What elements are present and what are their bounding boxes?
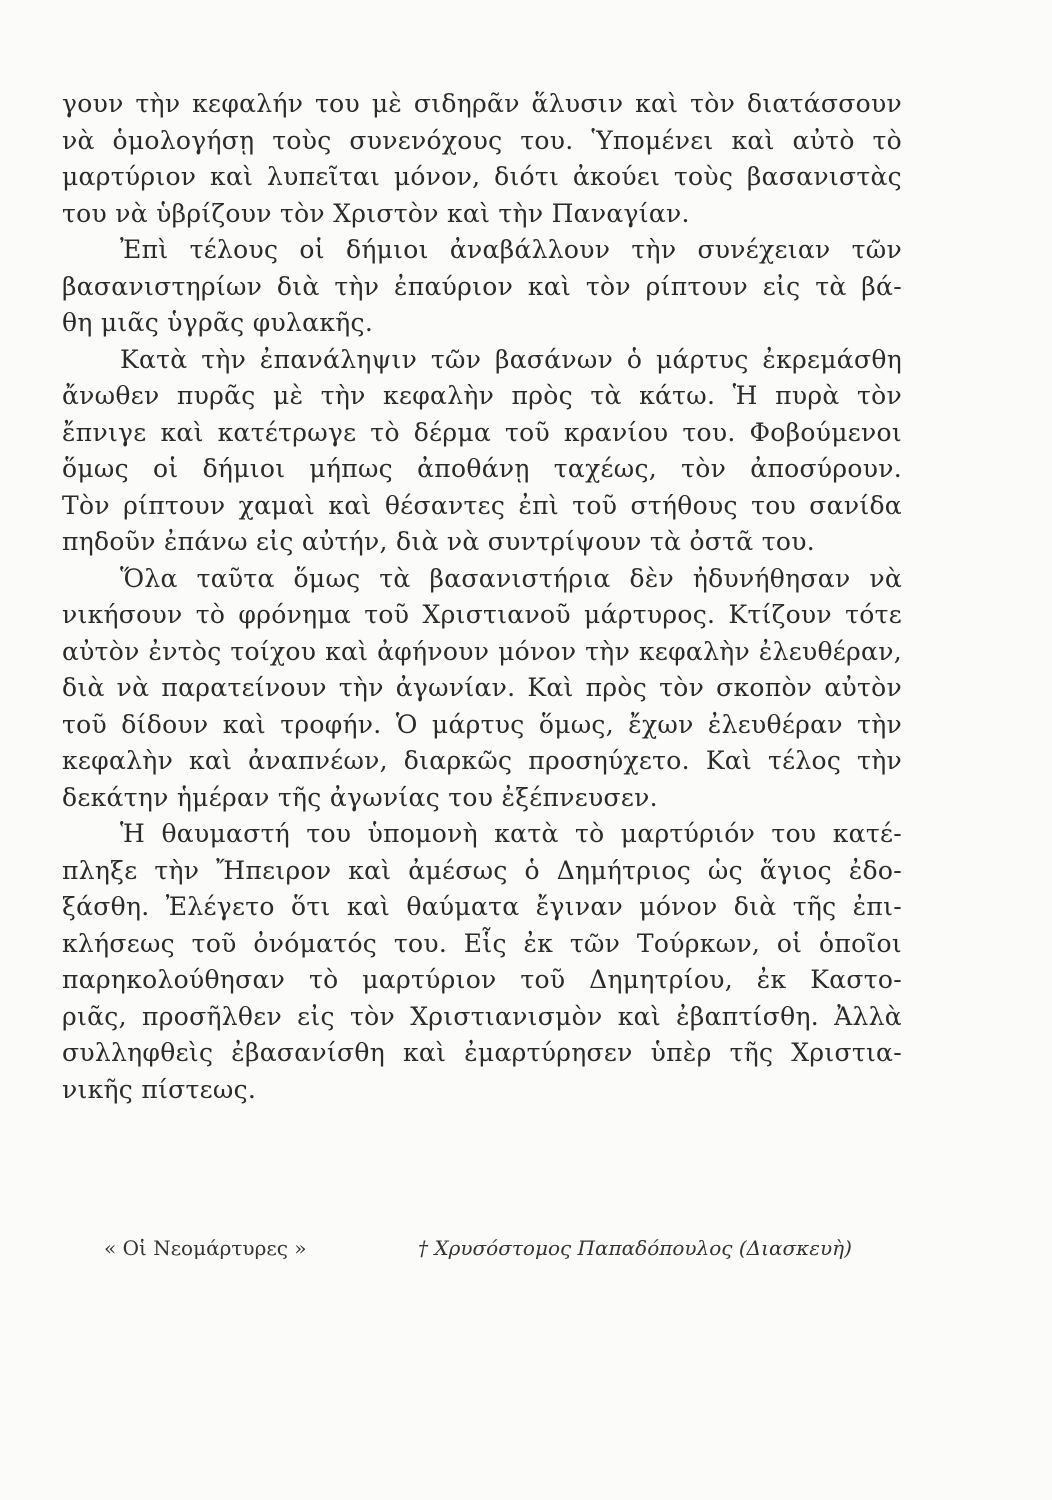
paragraph-start-line: Ὅλα ταῦτα ὅμως τὰ βασανιστήρια δὲν ἠδυνήθησαν νὰ [120, 563, 902, 593]
text-line: ριᾶς, προσῆλθεν εἰς τὸν Χριστιανισμὸν καὶ ἐβαπτίσθη. Ἀλλὰ [62, 1001, 902, 1031]
text-line: του νὰ ὑβρίζουν τὸν Χριστὸν καὶ τὴν Παναγίαν. [62, 198, 690, 228]
text-line: ὅμως οἱ δήμιοι μήπως ἀποθάνῃ ταχέως, τὸν ἀποσύρουν. [62, 454, 902, 483]
paragraph-start-line: Ἡ θαυμαστή του ὑπομονὴ κατὰ τὸ μαρτύριόν του κατέ- [120, 819, 902, 848]
text-line: ξάσθη. Ἐλέγετο ὅτι καὶ θαύματα ἔγιναν μόνον διὰ τῆς ἐπι- [62, 892, 902, 921]
text-line: δεκάτην ἡμέραν τῆς ἀγωνίας του ἐξέπνευσεν. [62, 782, 658, 812]
body-text [62, 86, 902, 1108]
text-line: μαρτύριον καὶ λυπεῖται μόνον, διότι ἀκούει τοὺς βασανιστὰς [62, 162, 902, 191]
text-line: κεφαλὴν καὶ ἀναπνέων, διαρκῶς προσηύχετο. Καὶ τέλος τὴν [62, 746, 902, 775]
text-line: πηδοῦν ἐπάνω εἰς αὐτήν, διὰ νὰ συντρίψουν τὰ ὀστᾶ του. [62, 527, 815, 556]
text-line: τοῦ δίδουν καὶ τροφήν. Ὁ μάρτυς ὅμως, ἔχων ἐλευθέραν τὴν [62, 709, 902, 739]
text-line: Τὸν ρίπτουν χαμαὶ καὶ θέσαντες ἐπὶ τοῦ στήθους του σανίδα [62, 490, 902, 520]
text-line: πληξε τὴν Ἤπειρον καὶ ἀμέσως ὁ Δημήτριος ὡς ἅγιος ἐδο- [62, 855, 902, 885]
text-line: ἔπνιγε καὶ κατέτρωγε τὸ δέρμα τοῦ κρανίου του. Φοβούμενοι [62, 417, 902, 447]
source-title: « Οἱ Νεομάρτυρες » [104, 1236, 307, 1260]
text-line: νὰ ὁμολογήσῃ τοὺς συνενόχους του. Ὑπομένει καὶ αὐτὸ τὸ [62, 125, 902, 155]
text-line: παρηκολούθησαν τὸ μαρτύριον τοῦ Δημητρίου, ἐκ Καστο- [62, 965, 902, 994]
text-line: νικῆς πίστεως. [62, 1074, 257, 1104]
text-line: κλήσεως τοῦ ὀνόματός του. Εἷς ἐκ τῶν Τούρκων, οἱ ὁποῖοι [62, 928, 902, 958]
text-line: ἄνωθεν πυρᾶς μὲ τὴν κεφαλὴν πρὸς τὰ κάτω. Ἡ πυρὰ τὸν [62, 381, 902, 410]
author-credit: † Χρυσόστομος Παπαδόπουλος (Διασκευὴ) [418, 1236, 852, 1260]
text-line: βασανιστηρίων διὰ τὴν ἐπαύριον καὶ τὸν ρίπτουν εἰς τὰ βά- [62, 271, 902, 301]
paragraph-start-line: Κατὰ τὴν ἐπανάληψιν τῶν βασάνων ὁ μάρτυς ἐκρεμάσθη [120, 344, 902, 374]
text-line: συλληφθεὶς ἐβασανίσθη καὶ ἐμαρτύρησεν ὑπὲρ τῆς Χριστια- [62, 1038, 902, 1067]
text-line: αὐτὸν ἐντὸς τοίχου καὶ ἀφήνουν μόνον τὴν κεφαλὴν ἐλευθέραν, [62, 636, 902, 666]
text-line: γουν τὴν κεφαλήν του μὲ σιδηρᾶν ἅλυσιν καὶ τὸν διατάσσουν [62, 89, 902, 118]
text-line: διὰ νὰ παρατείνουν τὴν ἀγωνίαν. Καὶ πρὸς τὸν σκοπὸν αὐτὸν [62, 673, 902, 702]
paragraph-start-line: Ἐπὶ τέλους οἱ δήμιοι ἀναβάλλουν τὴν συνέχειαν τῶν [120, 235, 902, 264]
text-line: νικήσουν τὸ φρόνημα τοῦ Χριστιανοῦ μάρτυρος. Κτίζουν τότε [62, 600, 902, 629]
text-line: θη μιᾶς ὑγρᾶς φυλακῆς. [62, 308, 374, 337]
attribution-footer [0, 1236, 1052, 1270]
